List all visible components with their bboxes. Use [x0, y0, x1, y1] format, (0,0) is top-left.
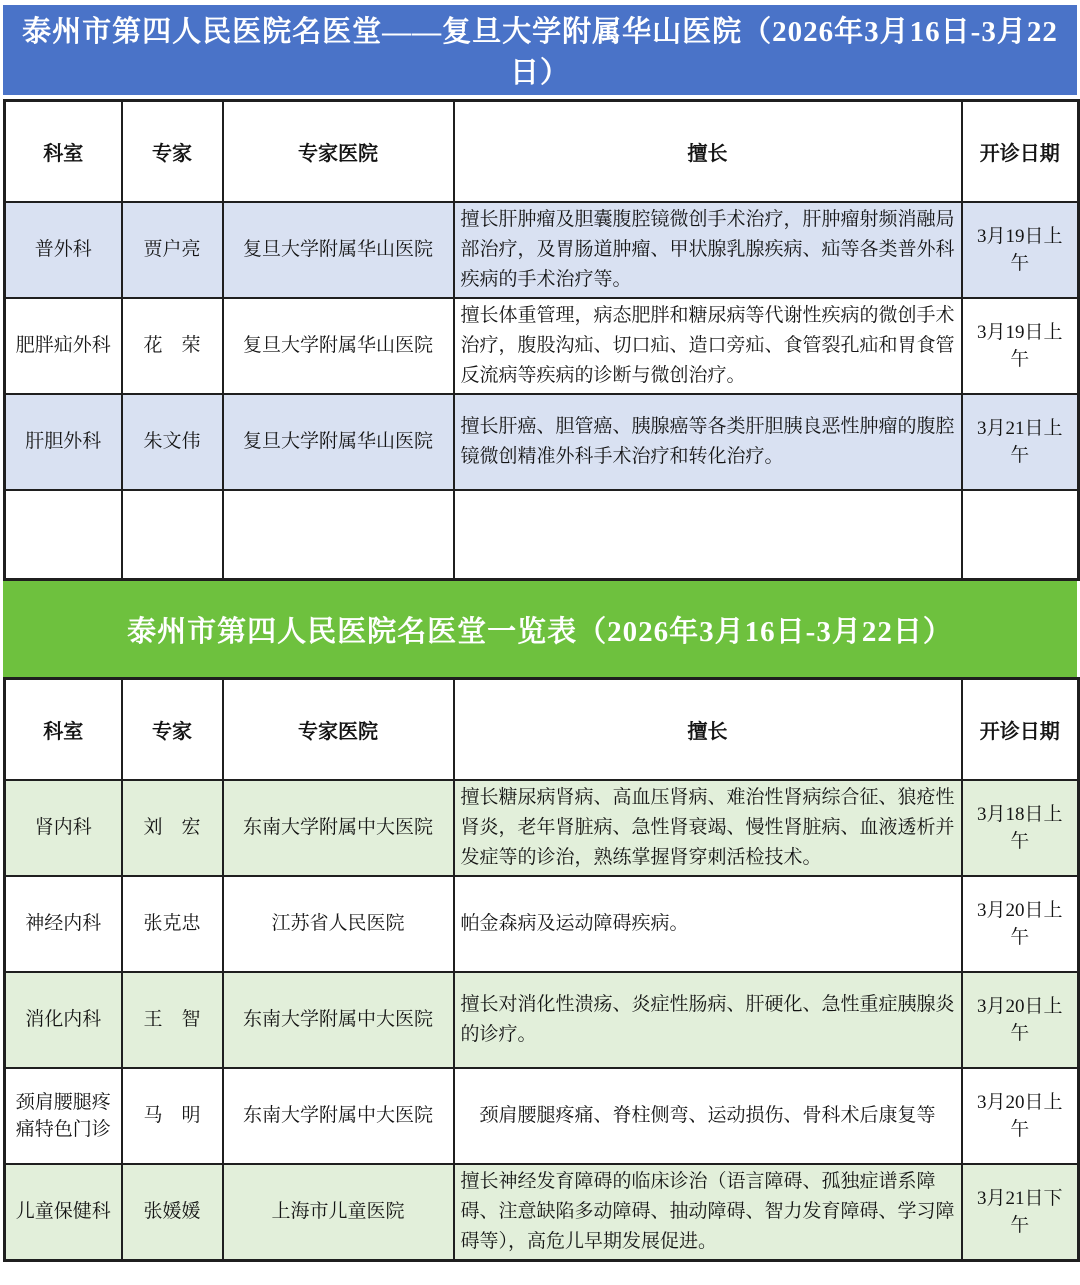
huashan-schedule-table	[3, 99, 1080, 581]
col-header-expert: 专家	[122, 679, 223, 780]
col-header-expert-hospital: 专家医院	[223, 101, 454, 202]
col-header-specialty: 擅长	[454, 101, 962, 202]
expert-hospital-cell: 复旦大学附属华山医院	[223, 394, 454, 490]
col-header-department: 科室	[5, 679, 122, 780]
expert-name-cell: 王 智	[122, 972, 223, 1068]
clinic-date-cell: 3月20日上午	[962, 1068, 1079, 1164]
expert-hospital-cell: 东南大学附属中大医院	[223, 972, 454, 1068]
overview-title-bar	[3, 581, 1077, 677]
expert-name-cell: 马 明	[122, 1068, 223, 1164]
specialty-cell: 颈肩腰腿疼痛、脊柱侧弯、运动损伤、骨科术后康复等	[454, 1068, 962, 1164]
specialty-cell: 擅长糖尿病肾病、高血压肾病、难治性肾病综合征、狼疮性肾炎，老年肾脏病、急性肾衰竭、慢性肾脏病、血液透析并发症等的诊治，熟练掌握肾穿刺活检技术。	[454, 780, 962, 876]
department-cell: 神经内科	[5, 876, 122, 972]
department-cell: 消化内科	[5, 972, 122, 1068]
expert-hospital-cell: 江苏省人民医院	[223, 876, 454, 972]
clinic-date-cell: 3月20日上午	[962, 876, 1079, 972]
huashan-title-bar	[3, 5, 1077, 95]
specialty-cell: 擅长肝肿瘤及胆囊腹腔镜微创手术治疗，肝肿瘤射频消融局部治疗，及胃肠道肿瘤、甲状腺乳腺疾病、疝等各类普外科疾病的手术治疗等。	[454, 202, 962, 298]
specialty-cell: 擅长对消化性溃疡、炎症性肠病、肝硬化、急性重症胰腺炎的诊疗。	[454, 972, 962, 1068]
expert-name-cell: 刘 宏	[122, 780, 223, 876]
huashan-header-row	[5, 101, 1079, 202]
col-header-clinic-date: 开诊日期	[962, 679, 1079, 780]
specialty-cell: 擅长肝癌、胆管癌、胰腺癌等各类肝胆胰良恶性肿瘤的腹腔镜微创精准外科手术治疗和转化治疗。	[454, 394, 962, 490]
specialty-cell	[454, 490, 962, 580]
clinic-date-cell: 3月21日上午	[962, 394, 1079, 490]
table-row	[5, 202, 1079, 298]
department-cell: 肥胖疝外科	[5, 298, 122, 394]
expert-name-cell: 朱文伟	[122, 394, 223, 490]
expert-hospital-cell	[223, 490, 454, 580]
table-row	[5, 394, 1079, 490]
department-cell: 颈肩腰腿疼痛特色门诊	[5, 1068, 122, 1164]
table-row	[5, 298, 1079, 394]
expert-name-cell	[122, 490, 223, 580]
expert-name-cell: 张克忠	[122, 876, 223, 972]
department-cell: 儿童保健科	[5, 1164, 122, 1261]
expert-name-cell: 张媛媛	[122, 1164, 223, 1261]
overview-header-row	[5, 679, 1079, 780]
clinic-date-cell	[962, 490, 1079, 580]
specialty-cell: 擅长体重管理，病态肥胖和糖尿病等代谢性疾病的微创手术治疗，腹股沟疝、切口疝、造口旁疝、食管裂孔疝和胃食管反流病等疾病的诊断与微创治疗。	[454, 298, 962, 394]
expert-name-cell: 贾户亮	[122, 202, 223, 298]
huashan-title: 泰州市第四人民医院名医堂——复旦大学附属华山医院（2026年3月16日-3月22日）	[22, 16, 1058, 89]
clinic-date-cell: 3月20日上午	[962, 972, 1079, 1068]
department-cell	[5, 490, 122, 580]
clinic-date-cell: 3月19日上午	[962, 298, 1079, 394]
clinic-date-cell: 3月21日下午	[962, 1164, 1079, 1261]
expert-name-cell: 花 荣	[122, 298, 223, 394]
specialty-cell: 帕金森病及运动障碍疾病。	[454, 876, 962, 972]
clinic-date-cell: 3月19日上午	[962, 202, 1079, 298]
expert-hospital-cell: 复旦大学附属华山医院	[223, 202, 454, 298]
overview-schedule-table	[3, 677, 1080, 1262]
overview-title: 泰州市第四人民医院名医堂一览表（2026年3月16日-3月22日）	[127, 615, 953, 648]
table-row	[5, 972, 1079, 1068]
empty-table-row	[5, 490, 1079, 580]
expert-hospital-cell: 复旦大学附属华山医院	[223, 298, 454, 394]
table-row	[5, 1164, 1079, 1261]
expert-hospital-cell: 上海市儿童医院	[223, 1164, 454, 1261]
specialty-cell: 擅长神经发育障碍的临床诊治（语言障碍、孤独症谱系障碍、注意缺陷多动障碍、抽动障碍、智力发育障碍、学习障碍等），高危儿早期发展促进。	[454, 1164, 962, 1261]
col-header-expert: 专家	[122, 101, 223, 202]
col-header-expert-hospital: 专家医院	[223, 679, 454, 780]
expert-hospital-cell: 东南大学附属中大医院	[223, 780, 454, 876]
col-header-department: 科室	[5, 101, 122, 202]
department-cell: 普外科	[5, 202, 122, 298]
department-cell: 肾内科	[5, 780, 122, 876]
col-header-clinic-date: 开诊日期	[962, 101, 1079, 202]
table-row	[5, 1068, 1079, 1164]
expert-hospital-cell: 东南大学附属中大医院	[223, 1068, 454, 1164]
department-cell: 肝胆外科	[5, 394, 122, 490]
clinic-date-cell: 3月18日上午	[962, 780, 1079, 876]
table-row	[5, 780, 1079, 876]
table-row	[5, 876, 1079, 972]
col-header-specialty: 擅长	[454, 679, 962, 780]
